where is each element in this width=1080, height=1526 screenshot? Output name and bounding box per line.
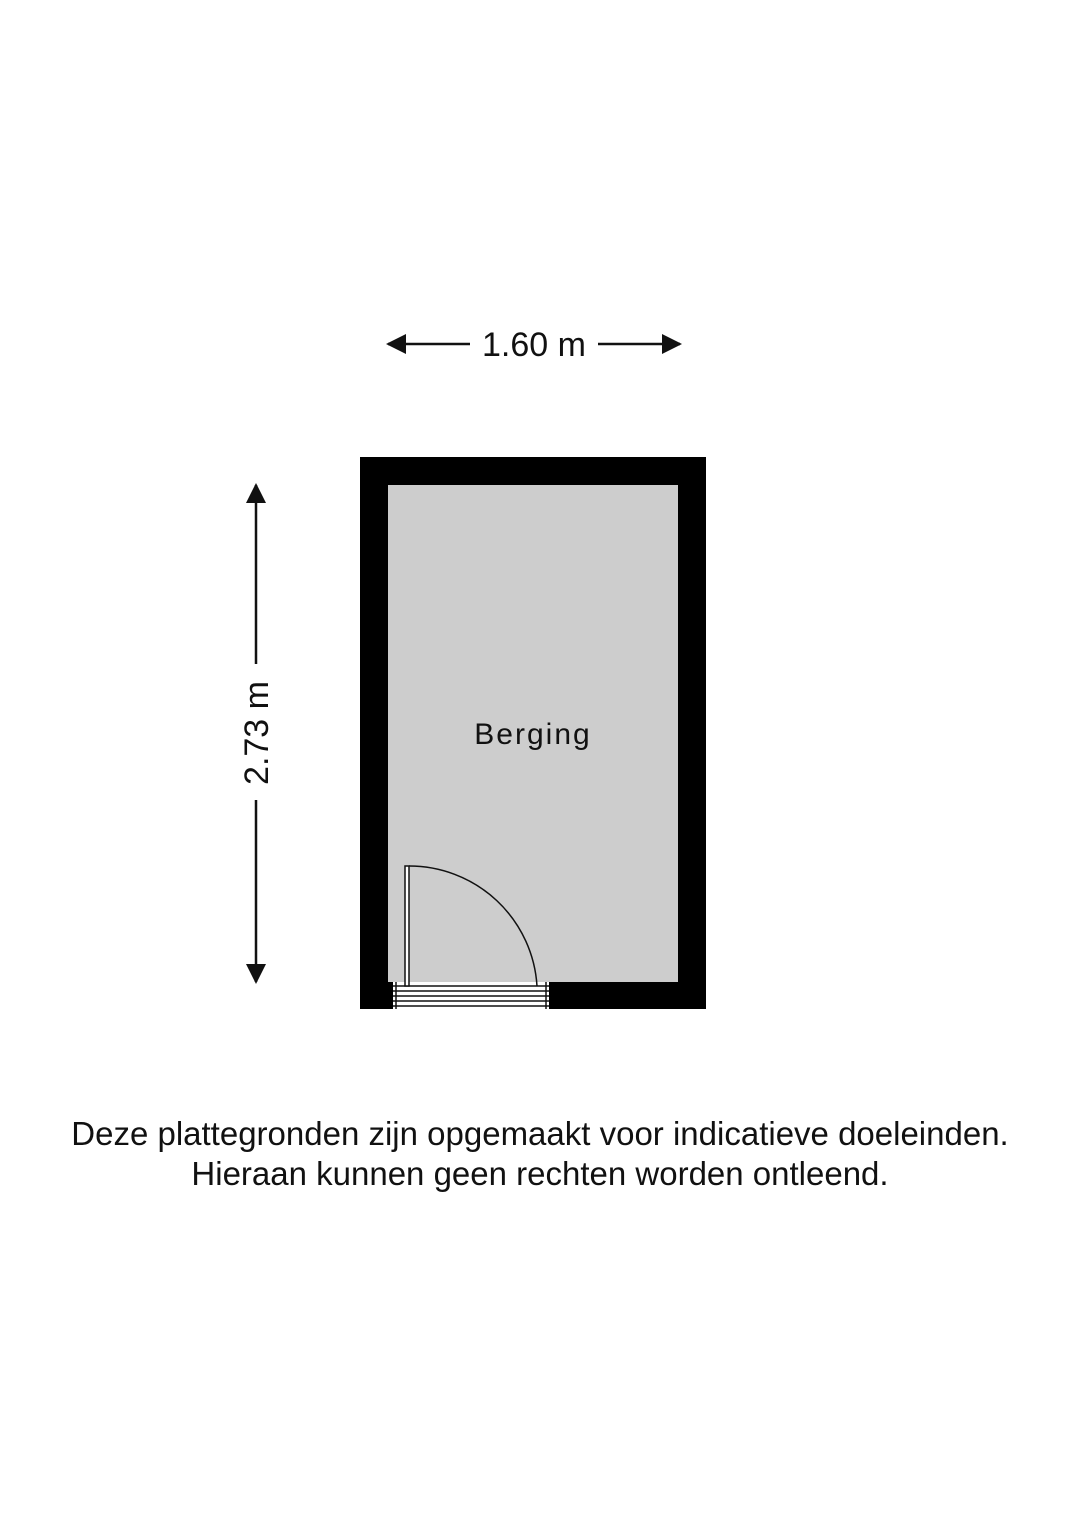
height-dimension [238,485,276,982]
room-berging [360,457,706,1009]
disclaimer [0,1114,1080,1194]
height-dimension-label: 2.73 m [238,681,276,785]
door-leaf [405,866,409,986]
width-dimension [388,326,680,364]
width-dimension-label: 1.60 m [482,326,586,364]
room-label: Berging [474,718,592,751]
disclaimer-line-2: Hieraan kunnen geen rechten worden ontleend. [191,1155,889,1192]
disclaimer-line-1: Deze plattegronden zijn opgemaakt voor indicatieve doeleinden. [71,1115,1009,1152]
